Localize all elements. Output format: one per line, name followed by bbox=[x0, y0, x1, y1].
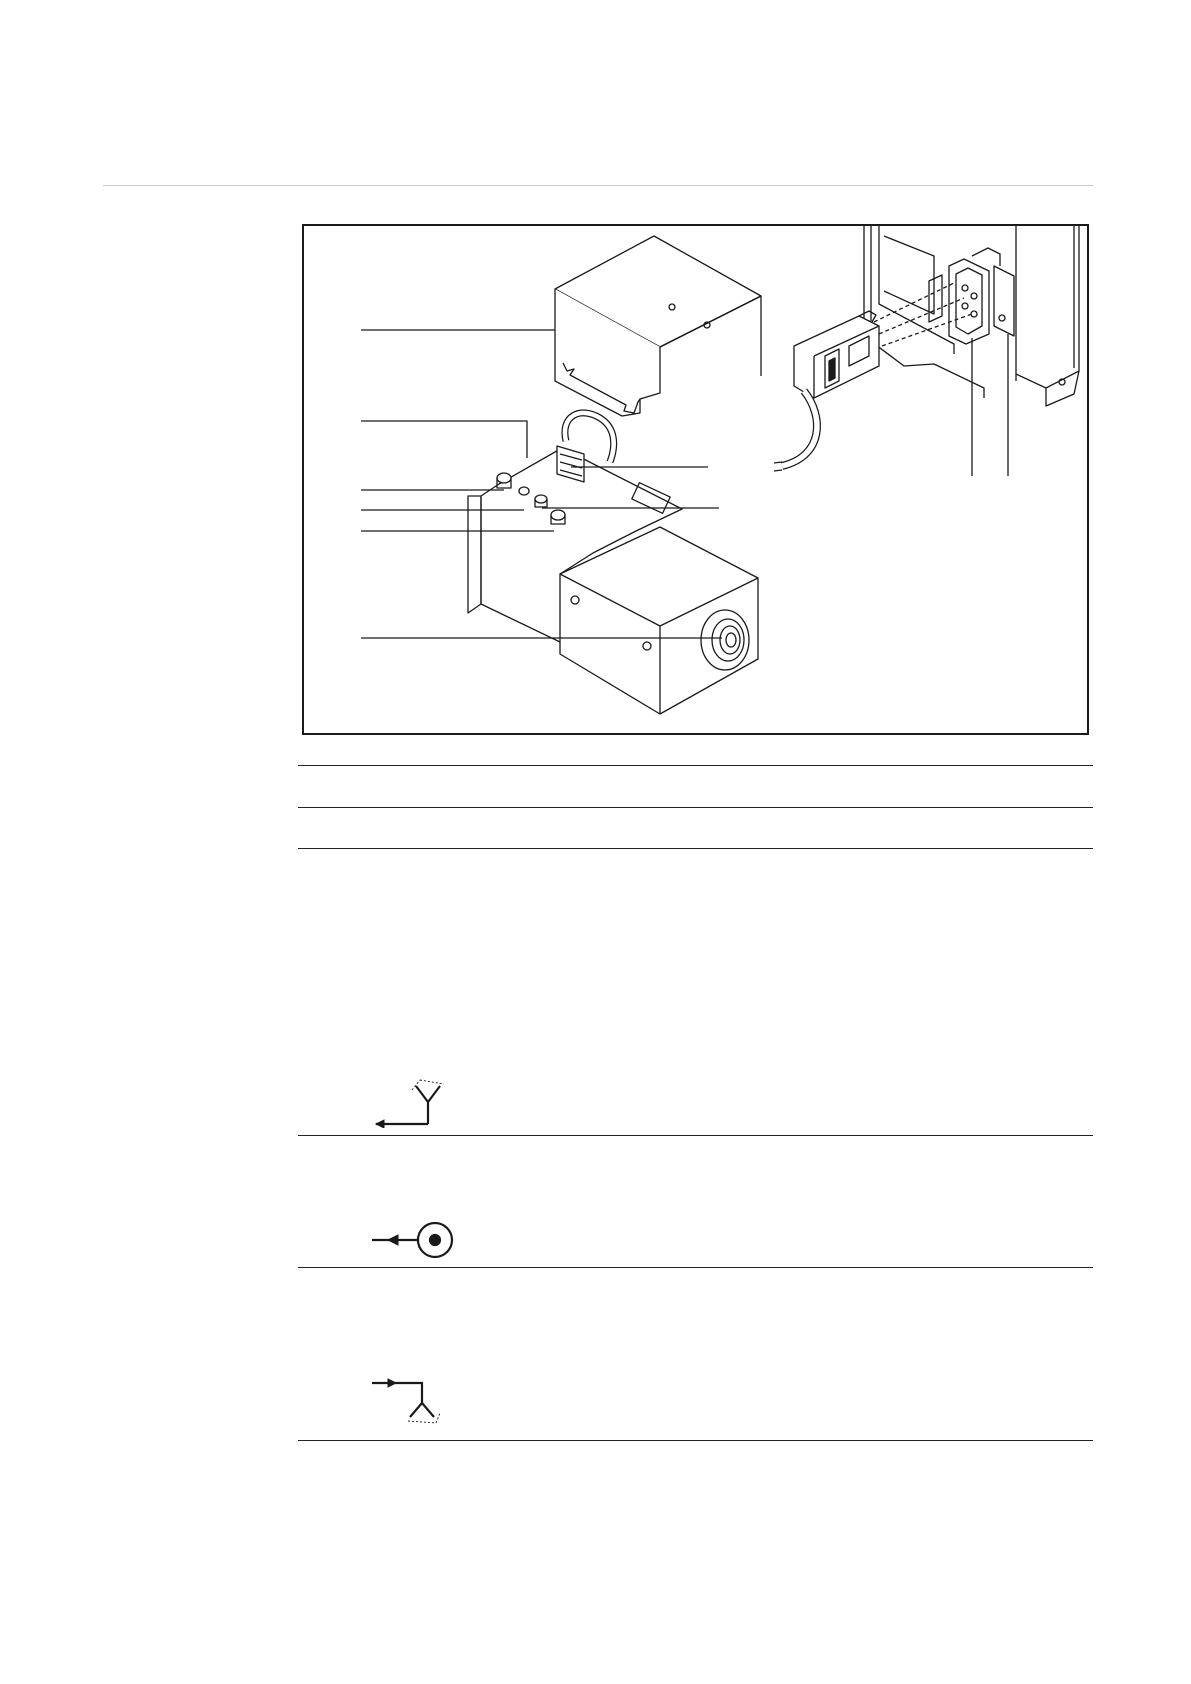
rear-unit bbox=[774, 226, 1079, 476]
table-rule-3 bbox=[298, 848, 1093, 849]
table-rule-6 bbox=[298, 1440, 1093, 1441]
housing-body bbox=[468, 413, 758, 714]
cover-part bbox=[555, 236, 761, 416]
table-rule-1 bbox=[298, 765, 1093, 766]
table-rule-5 bbox=[298, 1267, 1093, 1268]
coax-connector-symbol-icon bbox=[368, 1215, 458, 1265]
table-rule-4 bbox=[298, 1135, 1093, 1136]
connection-in-symbol-icon bbox=[368, 1373, 458, 1433]
technical-illustration bbox=[302, 224, 1089, 735]
connection-out-symbol-icon bbox=[368, 1068, 458, 1128]
header-rule bbox=[103, 185, 1093, 186]
table-rule-2 bbox=[298, 807, 1093, 808]
